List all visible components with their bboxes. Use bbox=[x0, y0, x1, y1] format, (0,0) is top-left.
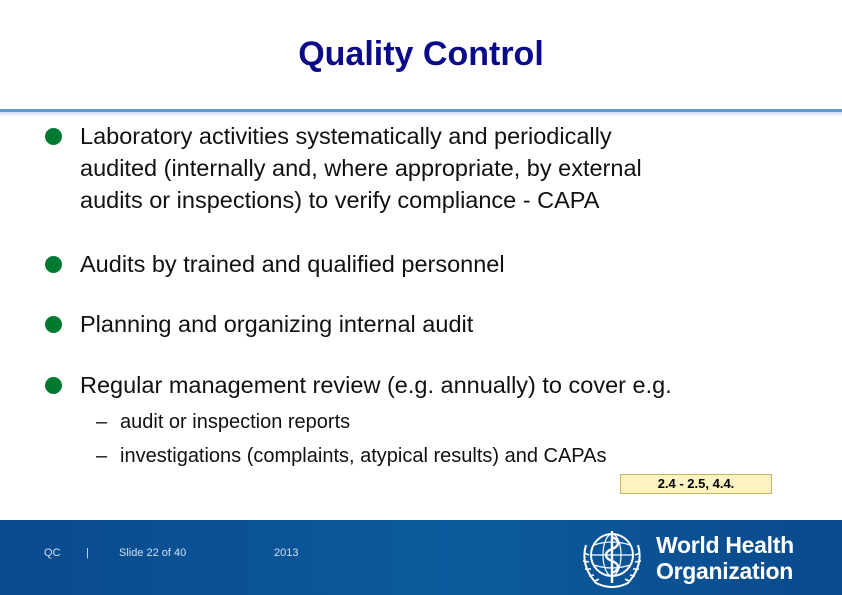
footer-slide-counter: Slide 22 of 40 bbox=[119, 547, 187, 559]
organization-name-line2: Organization bbox=[656, 558, 793, 584]
sub-item-dash: – bbox=[96, 411, 108, 433]
bullet-text bbox=[80, 308, 780, 340]
bullet-line: Audits by trained and qualified personnel bbox=[80, 251, 505, 277]
bullet-line: Regular management review (e.g. annually) to cover e.g. bbox=[80, 372, 672, 398]
bullet-line: audited (internally and, where appropriate, by external bbox=[80, 155, 642, 181]
bullet-text bbox=[80, 369, 780, 401]
sub-item-text: investigations (complaints, atypical results) and CAPAs bbox=[120, 445, 607, 467]
title-rule bbox=[0, 109, 842, 112]
bullet-dot-icon bbox=[45, 128, 62, 145]
slide-title: Quality Control bbox=[298, 35, 544, 73]
sub-item-text: audit or inspection reports bbox=[120, 411, 351, 433]
bullet-text bbox=[80, 120, 780, 216]
footer-year: 2013 bbox=[274, 547, 299, 559]
footer-bar bbox=[0, 520, 842, 595]
footer-section: QC bbox=[44, 547, 61, 559]
bullet-line: Planning and organizing internal audit bbox=[80, 311, 474, 337]
bullet-line: audits or inspections) to verify compliance - CAPA bbox=[80, 187, 600, 213]
organization-name bbox=[656, 532, 794, 584]
bullet-dot-icon bbox=[45, 377, 62, 394]
bullet-dot-icon bbox=[45, 316, 62, 333]
who-emblem-icon bbox=[572, 525, 652, 591]
sub-item-dash: – bbox=[96, 445, 108, 467]
reference-badge: 2.4 - 2.5, 4.4. bbox=[620, 474, 772, 494]
bullet-text bbox=[80, 248, 780, 280]
bullet-line: Laboratory activities systematically and periodically bbox=[80, 123, 612, 149]
footer-separator: | bbox=[86, 547, 89, 559]
bullet-dot-icon bbox=[45, 256, 62, 273]
organization-name-line1: World Health bbox=[656, 532, 794, 558]
